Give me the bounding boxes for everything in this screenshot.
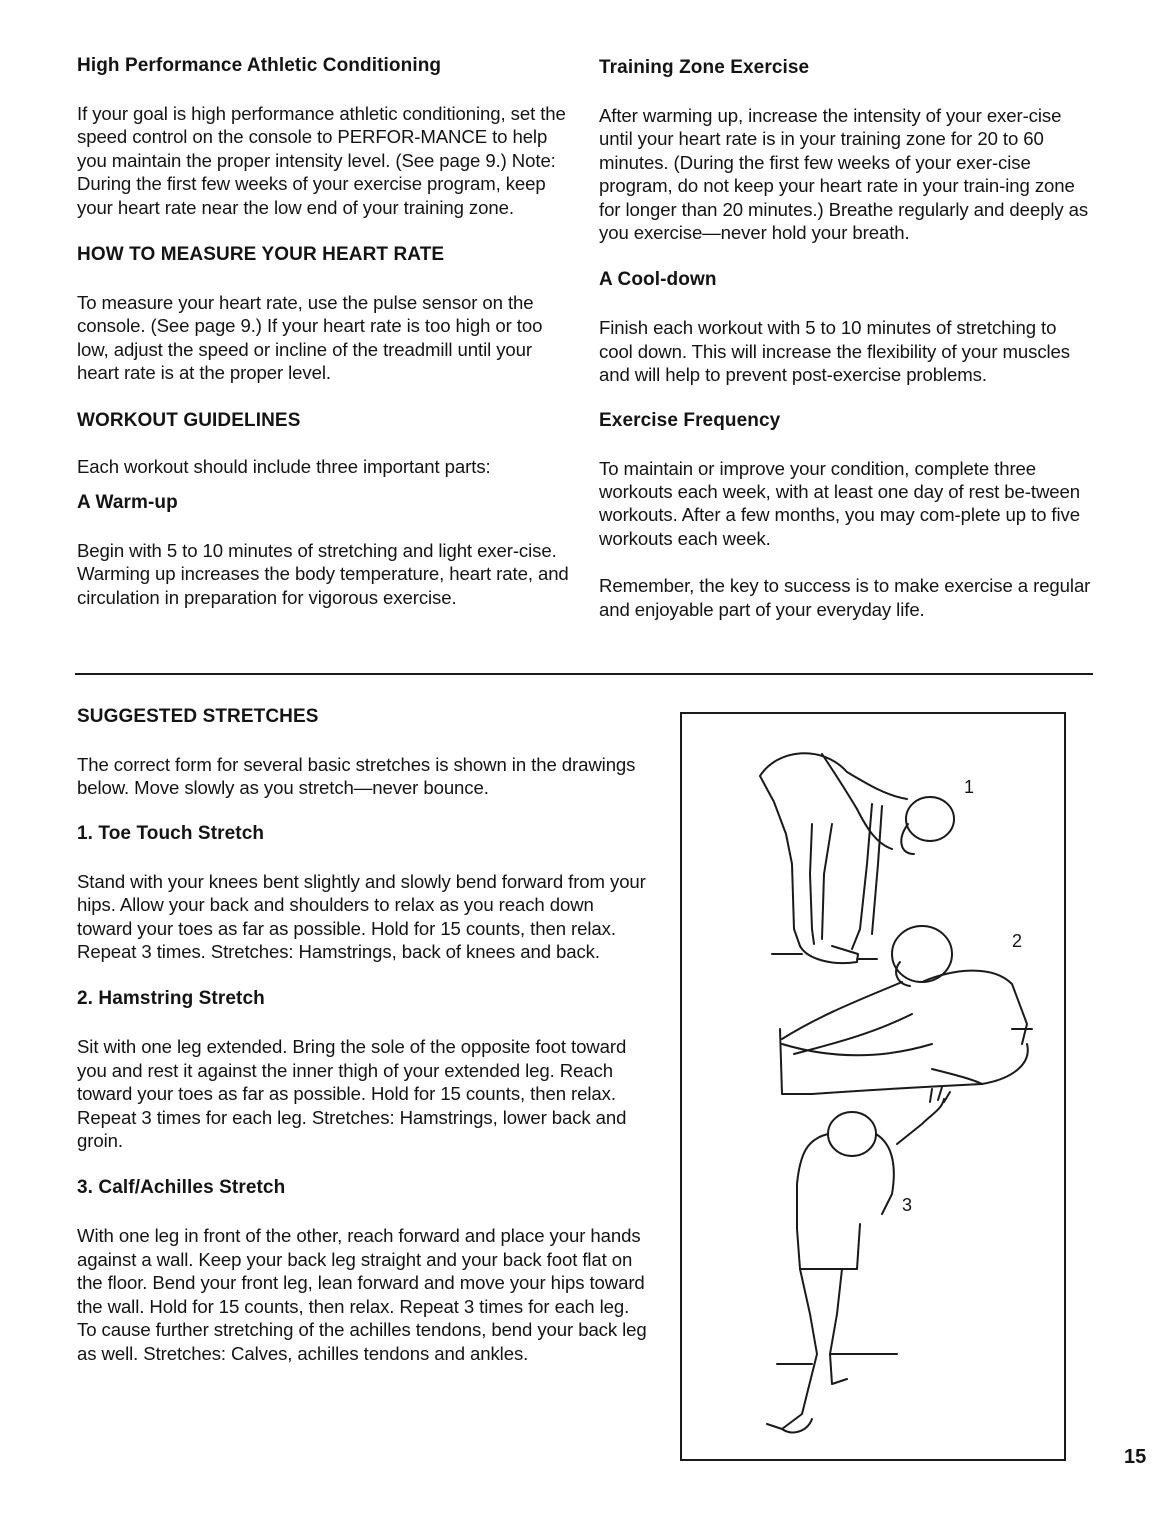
section-body-training-zone: After warming up, increase the intensity of your exer-cise until your heart rate is in your training zone for 20 to 60 minutes. (During the first few weeks of your exer-cise program, do not keep your heart rate in your train-ing zone for longer than 20 minutes.) Breathe regularly and deeply as you exercise—never hold your breath. xyxy=(599,105,1089,244)
stretch-illustration-box xyxy=(680,712,1066,1461)
section-heading-measure-heart-rate: HOW TO MEASURE YOUR HEART RATE xyxy=(77,244,445,266)
section-heading-workout-guidelines: WORKOUT GUIDELINES xyxy=(77,409,301,431)
figure-label-3: 3 xyxy=(902,1195,913,1215)
stretches-heading: SUGGESTED STRETCHES xyxy=(77,706,319,727)
stretch-heading-calf-achilles: 3. Calf/Achilles Stretch xyxy=(77,1177,286,1199)
section-heading-high-performance: High Performance Athletic Conditioning xyxy=(77,55,442,76)
calf-achilles-stretch-figure xyxy=(767,1087,950,1432)
stretch-heading-toe-touch: 1. Toe Touch Stretch xyxy=(77,822,265,844)
left-column xyxy=(77,54,572,609)
page-number: 15 xyxy=(1124,1446,1147,1468)
stretch-heading-hamstring: 2. Hamstring Stretch xyxy=(77,988,265,1010)
section-body-exercise-frequency: To maintain or improve your condition, complete three workouts each week, with at least one day of rest be-tween workouts. After a few months, you may com-plete up to five workouts each week. xyxy=(599,457,1080,549)
right-column xyxy=(599,56,1094,621)
figure-label-2: 2 xyxy=(1012,931,1023,951)
section-heading-training-zone: Training Zone Exercise xyxy=(599,57,810,78)
section-body-workout-guidelines: Each workout should include three important parts: xyxy=(77,455,491,477)
stretch-body-toe-touch: Stand with your knees bent slightly and slowly bend forward from your hips. Allow your back and shoulders to relax as you reach down toward your toes as far as possible. Hold for 15 counts, then relax. Repeat 3 times. Stretches: Hamstrings, back of knees and back. xyxy=(77,870,646,963)
section-heading-warm-up: A Warm-up xyxy=(77,492,178,514)
section-body-cool-down: Finish each workout with 5 to 10 minutes of stretching to cool down. This will increase the flexibility of your muscles and will help to prevent post-exercise problems. xyxy=(599,317,1070,386)
toe-touch-figure xyxy=(760,753,954,963)
section-body-warm-up: Begin with 5 to 10 minutes of stretching and light exer-cise. Warming up increases the body temperature, heart rate, and circulation in preparation for vigorous exercise. xyxy=(77,540,569,608)
section-heading-cool-down: A Cool-down xyxy=(599,269,717,291)
figure-label-1: 1 xyxy=(964,777,975,797)
section-body-high-performance: If your goal is high performance athletic conditioning, set the speed control on the console to PERFOR-MANCE to help you maintain the proper intensity level. (See page 9.) Note: During the first few weeks of your exercise program, keep your heart rate near the low end of your training zone. xyxy=(77,103,566,218)
closing-remark: Remember, the key to success is to make exercise a regular and enjoyable part of your everyday life. xyxy=(599,575,1091,620)
stretches-section xyxy=(77,705,647,1365)
section-heading-exercise-frequency: Exercise Frequency xyxy=(599,409,781,431)
stretch-body-hamstring: Sit with one leg extended. Bring the sole of the opposite foot toward you and rest it against the inner thigh of your extended leg. Reach toward your toes as far as possible. Hold for 15 counts, then relax. Repeat 3 times for each leg. Stretches: Hamstrings, lower back and groin. xyxy=(77,1036,627,1152)
stretches-intro: The correct form for several basic stretches is shown in the drawings below. Move slowly as you stretch—never bounce. xyxy=(77,754,636,799)
hamstring-stretch-figure xyxy=(780,926,1032,1094)
section-body-measure-heart-rate: To measure your heart rate, use the pulse sensor on the console. (See page 9.) If your heart rate is too high or too low, adjust the speed or incline of the treadmill until your heart rate is at the proper level. xyxy=(77,292,543,384)
section-divider xyxy=(75,673,1093,675)
stretch-illustrations xyxy=(682,714,1068,1463)
stretch-body-calf-achilles: With one leg in front of the other, reach forward and place your hands against a wall. Keep your back leg straight and your back foot flat on the floor. Bend your front leg, lean forward and move your hips toward the wall. Hold for 15 counts, then relax. Repeat 3 times for each leg. To cause further stretching of the achilles tendons, bend your back leg as well. Stretches: Calves, achilles tendons and ankles. xyxy=(77,1225,647,1364)
